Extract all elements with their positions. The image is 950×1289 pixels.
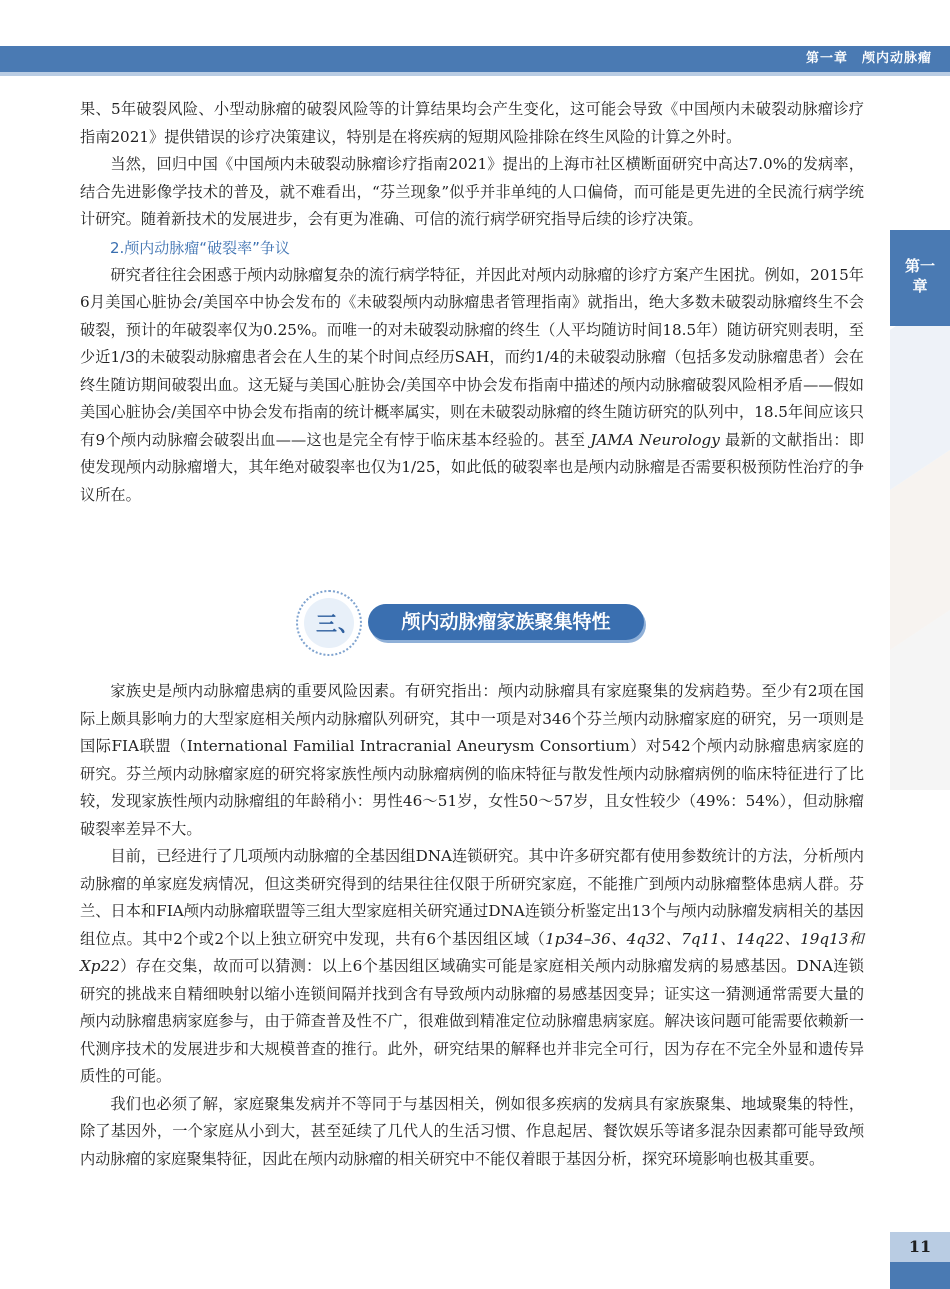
body-text-bottom [80, 678, 864, 1173]
running-header [792, 46, 932, 72]
section-title: 颅内动脉瘤家族聚集特性 [368, 604, 644, 640]
page-number: 11 [908, 1237, 932, 1256]
section-heading [296, 590, 656, 660]
chapter-tab-line1: 第一 [904, 257, 935, 275]
paragraph: 家族史是颅内动脉瘤患病的重要风险因素。有研究指出：颅内动脉瘤具有家庭聚集的发病趋势。至少有2项在国际上颇具影响力的大型家庭相关颅内动脉瘤队列研究，其中一项是对346个芬兰颅内动脉瘤家庭的研究，另一项则是国际FIA联盟（International Familial Intracranial Aneurysm Consortium）对542个颅内动脉瘤患病家庭的研究。芬兰颅内动脉瘤家庭的研究将家族性颅内动脉瘤病例的临床特征与散发性颅内动脉瘤病例的临床特征进行了比较，发现家族性颅内动脉瘤组的年龄稍小：男性46～51岁，女性50～57岁，且女性较少（49%：54%），但动脉瘤破裂率差异不大。 [80, 682, 864, 838]
journal-name: JAMA Neurology [590, 430, 720, 449]
body-text-top [80, 96, 864, 509]
chapter-tab-line2: 章 [912, 277, 928, 295]
paragraph: 我们也必须了解，家庭聚集发病并不等同于与基因相关，例如很多疾病的发病具有家族聚集、地域聚集的特性，除了基因外，一个家庭从小到大，甚至延续了几代人的生活习惯、作息起居、餐饮娱乐等诸多混杂因素都可能导致颅内动脉瘤的家庭聚集特征，因此在颅内动脉瘤的相关研究中不能仅着眼于基因分析，探究环境影响也极其重要。 [80, 1094, 864, 1168]
gene-loci: 1p34–36、4q32、7q11、14q22、19q13和Xp22 [80, 929, 864, 975]
paragraph [80, 262, 864, 510]
subheading: 2.颅内动脉瘤“破裂率”争议 [110, 238, 290, 257]
section-number: 三、 [316, 612, 360, 636]
running-header-chapter: 第一章 [805, 51, 848, 66]
paragraph-text: ）存在交集，故而可以猜测：以上6个基因组区域确实可能是家庭相关颅内动脉瘤发病的易感基因。DNA连锁研究的挑战来自精细映射以缩小连锁间隔并找到含有导致颅内动脉瘤的易感基因变异；证实这一猜测通常需要大量的颅内动脉瘤患病家庭参与，由于筛查普及性不广，很难做到精准定位动脉瘤患病家庭。解决该问题可能需要依赖新一代测序技术的发展进步和大规模普查的推行。此外，研究结果的解释也并非完全可行，因为存在不完全外显和遗传异质性的可能。 [80, 957, 864, 1085]
paragraph-text: 研究者往往会困惑于颅内动脉瘤复杂的流行病学特征，并因此对颅内动脉瘤的诊疗方案产生困扰。例如，2015年6月美国心脏协会/美国卒中协会发布的《未破裂颅内动脉瘤患者管理指南》就指出，绝大多数未破裂动脉瘤终生不会破裂，预计的年破裂率仅为0.25%。而唯一的对未破裂动脉瘤的终生（人平均随访时间18.5年）随访研究则表明，至少近1/3的未破裂动脉瘤患者会在人生的某个时间点经历SAH，而约1/4的未破裂动脉瘤（包括多发动脉瘤患者）会在终生随访期间破裂出血。这无疑与美国心脏协会/美国卒中协会发布指南中描述的颅内动脉瘤破裂风险相矛盾——假如美国心脏协会/美国卒中协会发布指南的统计概率属实，则在未破裂动脉瘤的终生随访研究的队列中，18.5年间应该只有9个颅内动脉瘤会破裂出血——这也是完全有悖于临床基本经验的。甚至 [80, 265, 864, 449]
paragraph-text: 最新的文献指出：即使发现颅内动脉瘤增大，其年绝对破裂率也仅为1/25，如此低的破裂率也是颅内动脉瘤是否需要积极预防性治疗的争议所在。 [80, 430, 865, 504]
header-bar-accent [0, 72, 950, 76]
running-header-topic: 颅内动脉瘤 [861, 51, 932, 66]
paragraph: 果、5年破裂风险、小型动脉瘤的破裂风险等的计算结果均会产生变化，这可能会导致《中国颅内未破裂动脉瘤诊疗指南2021》提供错误的诊疗决策建议，特别是在将疾病的短期风险排除在终生风险的计算之外时。 [80, 100, 864, 146]
paragraph [80, 843, 864, 1091]
paragraph-text: 目前，已经进行了几项颅内动脉瘤的全基因组DNA连锁研究。其中许多研究都有使用参数统计的方法，分析颅内动脉瘤的单家庭发病情况，但这类研究得到的结果往往仅限于所研究家庭，不能推广到颅内动脉瘤整体患病人群。芬兰、日本和FIA颅内动脉瘤联盟等三组大型家庭相关研究通过DNA连锁分析鉴定出13个与颅内动脉瘤发病相关的基因组位点。其中2个或2个以上独立研究中发现，共有6个基因组区域（ [80, 847, 864, 948]
paragraph: 当然，回归中国《中国颅内未破裂动脉瘤诊疗指南2021》提出的上海市社区横断面研究中高达7.0%的发病率，结合先进影像学技术的普及，就不难看出，“芬兰现象”似乎并非单纯的人口偏倚，而可能是更先进的全民流行病学统计研究。随着新技术的发展进步，会有更为准确、可信的流行病学研究指导后续的诊疗决策。 [80, 155, 864, 228]
chapter-tab [890, 230, 950, 326]
footer-bar [890, 1262, 950, 1289]
